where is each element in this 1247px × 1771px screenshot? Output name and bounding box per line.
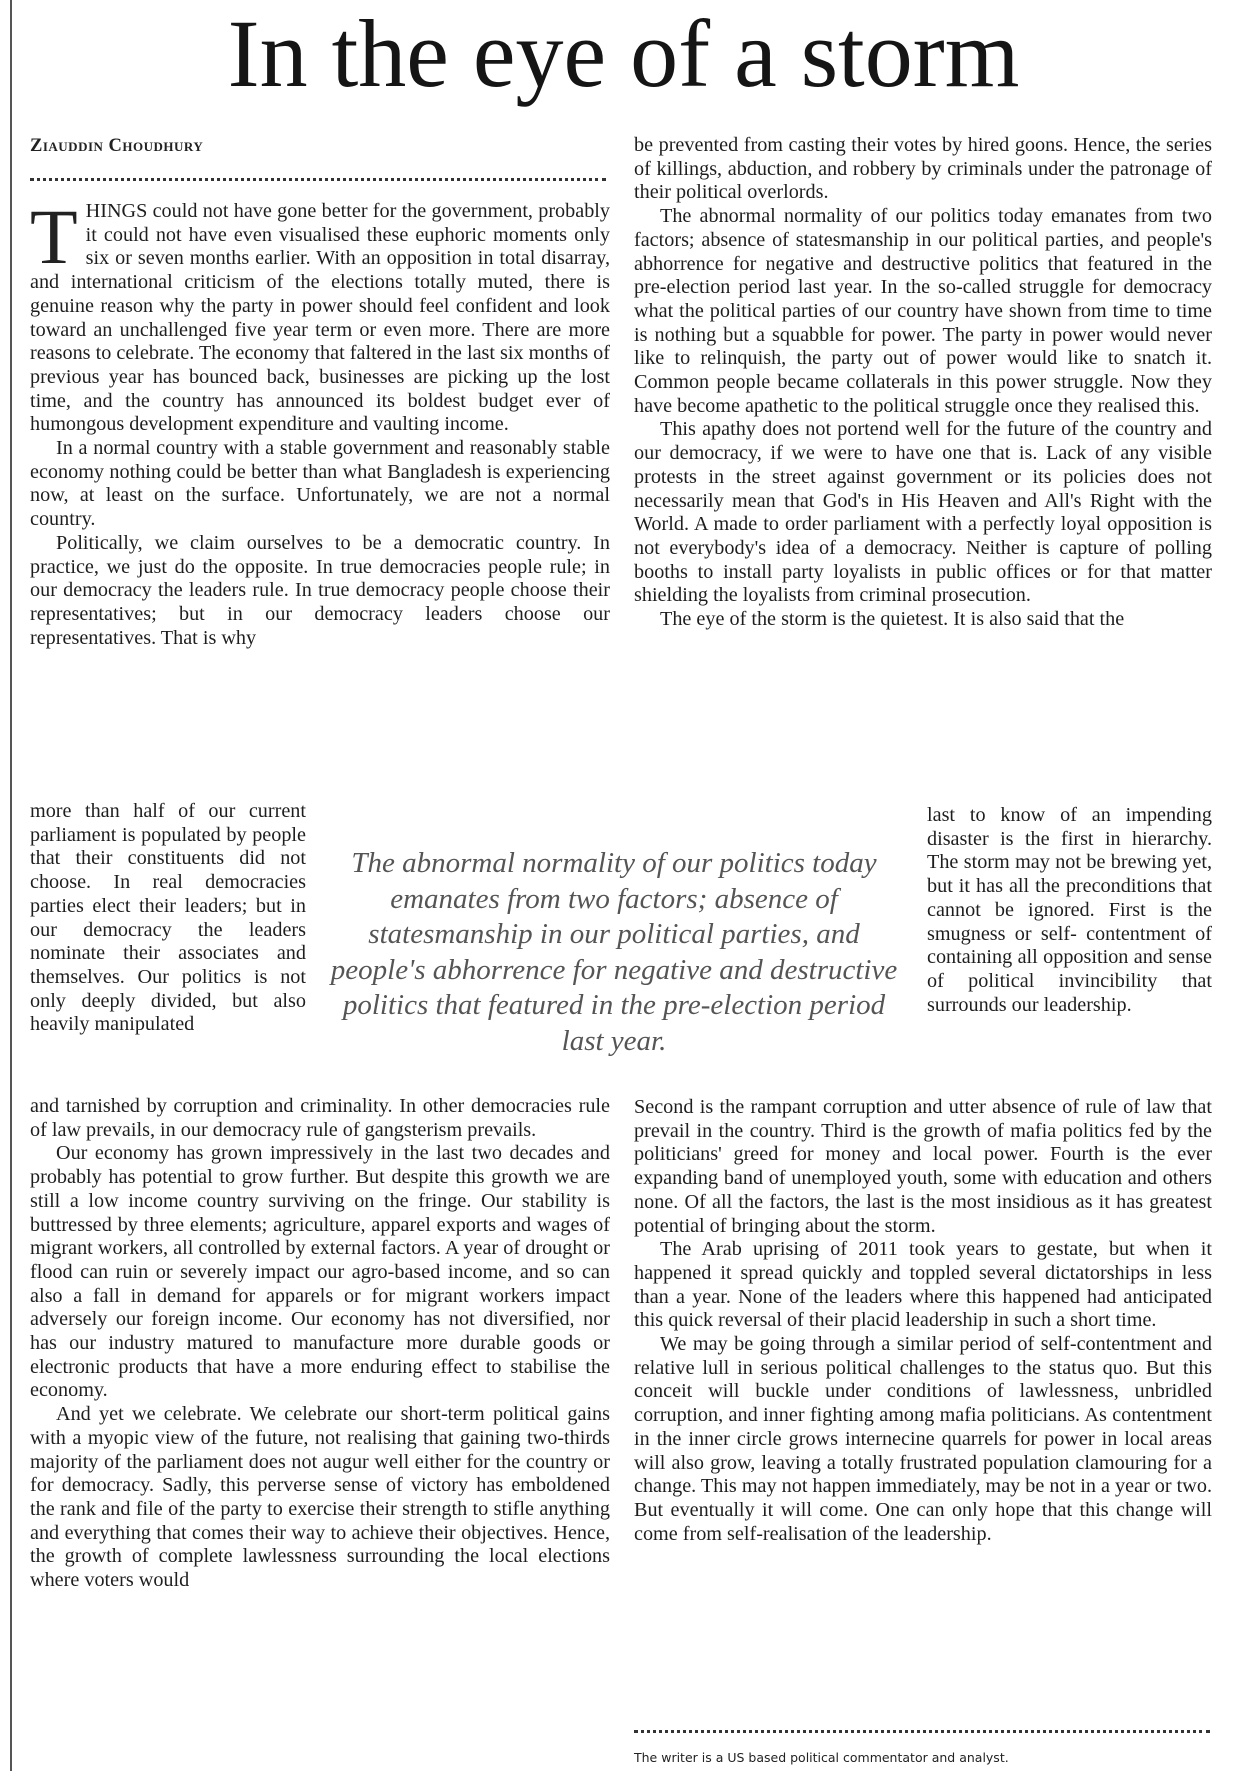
- byline: Ziauddin Choudhury: [30, 136, 204, 156]
- paragraph: In a normal country with a stable government and reasonably stable economy nothing could be better than what Bangladesh is experiencing now, at least on the surface. Unfortunately, we are not a normal country.: [30, 437, 610, 531]
- author-note: The writer is a US based political commentator and analyst.: [634, 1750, 1009, 1765]
- left-column-lower: [30, 1095, 610, 1593]
- paragraph-continued: more than half of our current parliament is populated by people that their constituents did not choose. In real democracies parties elect their leaders; but in our democracy the leaders nominate their associates and themselves. Our politics is not only deeply divided, but also heavily manipulated: [30, 800, 306, 1036]
- right-narrow-column: [927, 804, 1212, 1017]
- paragraph: Our economy has grown impressively in the last two decades and probably has potential to grow further. But despite this growth we are still a low income country surviving on the fringe. Our stability is buttressed by three elements; agriculture, apparel exports and wages of migrant workers, all controlled by external factors. A year of drought or flood can ruin or severely impact our agro-based income, and so can also a fall in demand for apparels or for migrant workers impact adversely our foreign income. Our economy has not diversified, nor has our industry matured to manufacture more durable goods or electronic products that have a more enduring effect to stabilise the economy.: [30, 1142, 610, 1402]
- drop-cap: T: [30, 193, 78, 280]
- left-narrow-column: [30, 800, 306, 1037]
- paragraph-continued: and tarnished by corruption and criminality. In other democracies rule of law prevails, in our democracy rule of gangsterism prevails.: [30, 1095, 610, 1141]
- pull-quote: The abnormal normality of our politics today emanates from two factors; absence of statesmanship in our political parties, and people's abhorrence for negative and destructive politics that featured in the pre-election period last year.: [330, 847, 898, 1057]
- paragraph-continued: last to know of an impending disaster is the first in hierarchy. The storm may not be brewing yet, but it has all the preconditions that cannot be ignored. First is the smugness or self- contentment of containing all opposition and sense of political invincibility that surrounds our leadership.: [927, 804, 1212, 1016]
- paragraph: We may be going through a similar period of self-contentment and relative lull in serious political challenges to the status quo. But this conceit will buckle under conditions of lawlessness, unbridled corruption, and inner fighting among mafia politicians. As contentment in the inner circle grows internecine quarrels for power in local areas will also grow, leaving a totally frustrated population clamouring for a change. This may not happen immediately, may be not in a year or two. But eventually it will come. One can only hope that this change will come from self-realisation of the leadership.: [634, 1333, 1212, 1545]
- paragraph: Politically, we claim ourselves to be a democratic country. In practice, we just do the opposite. In true democracies people rule; in our democracy the leaders rule. In true democracy people choose their representatives; but in our democracy leaders choose our representatives. That is why: [30, 531, 610, 649]
- right-column: [634, 134, 1212, 632]
- paragraph-continued: Second is the rampant corruption and utter absence of rule of law that prevail in the country. Third is the growth of mafia politics fed by the politicians' greed for money and local power. Fourth is the ever expanding band of unemployed youth, some with education and others none. Of all the factors, the last is the most insidious as it has greatest potential of bringing about the storm.: [634, 1096, 1212, 1237]
- paragraph-continued: be prevented from casting their votes by hired goons. Hence, the series of killings, abduction, and robbery by criminals under the patronage of their political overlords.: [634, 134, 1212, 204]
- headline: In the eye of a storm: [227, 0, 1020, 107]
- left-column: [30, 193, 610, 650]
- paragraph: The eye of the storm is the quietest. It is also said that the: [660, 608, 1125, 631]
- page-border: [10, 0, 12, 1771]
- paragraph: The Arab uprising of 2011 took years to gestate, but when it happened it spread quickly and toppled several dictatorships in less than a year. None of the leaders where this happened had anticipated this quick reversal of their placid leadership in such a short time.: [634, 1238, 1212, 1332]
- footer-divider: [634, 1730, 1210, 1733]
- paragraph: And yet we celebrate. We celebrate our short-term political gains with a myopic view of the future, not realising that gaining two-thirds majority of the parliament does not augur well either for the country or for democracy. Sadly, this perverse sense of victory has emboldened the rank and file of the party to exercise their strength to stifle anything and everything that comes their way to achieve their objectives. Hence, the growth of complete lawlessness surrounding the local elections where voters would: [30, 1403, 610, 1592]
- right-column-lower: [634, 1096, 1212, 1546]
- paragraph: The abnormal normality of our politics today emanates from two factors; absence of statesmanship in our political parties, and people's abhorrence for negative and destructive politics that featured in the pre-election period last year. In the so-called struggle for democracy what the political parties of our country have shown from time to time is nothing but a squabble for power. The party in power would never like to relinquish, the party out of power would like to snatch it. Common people became collaterals in this power struggle. Now they have become apathetic to the political struggle once they realised this.: [634, 205, 1212, 417]
- paragraph: This apathy does not portend well for the future of the country and our democracy, if we were to have one that is. Lack of any visible protests in the street against government or its policies does not necessarily mean that God's in His Heaven and All's Right with the World. A made to order parliament with a perfectly loyal opposition is not everybody's idea of a democracy. Neither is capture of polling booths to install party loyalists in public offices or for that matter shielding the loyalists from criminal prosecution.: [634, 418, 1212, 607]
- intro-paragraph: THINGS could not have gone better for the government, probably it could not have even visualised these euphoric moments only six or seven months earlier. With an opposition in total disarray, and international criticism of the elections totally muted, there is genuine reason why the party in power should feel confident and look toward an unchallenged five year term or even more. There are more reasons to celebrate. The economy that faltered in the last six months of previous year has bounced back, businesses are picking up the lost time, and the country has announced its boldest budget ever of humongous development expenditure and vaulting income.: [30, 193, 610, 436]
- byline-divider: [30, 178, 606, 181]
